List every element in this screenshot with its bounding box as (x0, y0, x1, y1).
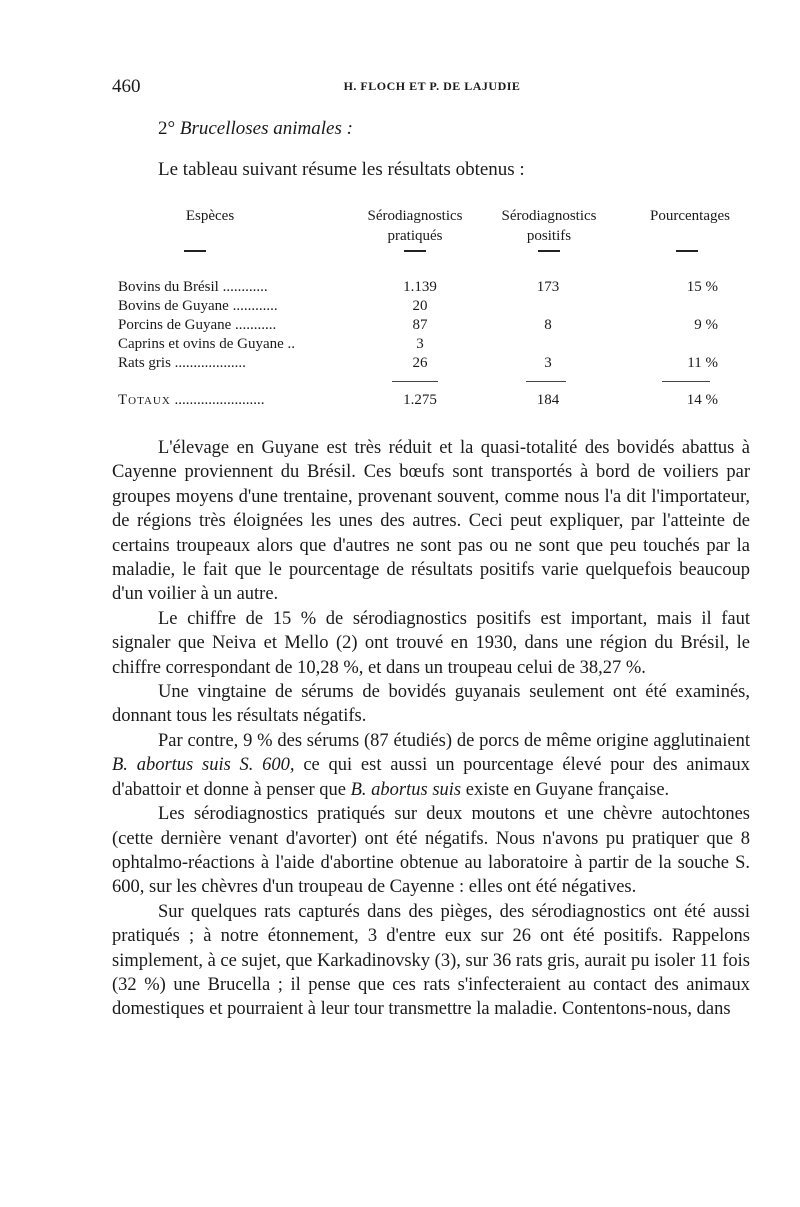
header-line: positifs (526, 228, 572, 244)
text-run: existe en Guyane française. (461, 779, 670, 800)
header-dash (404, 250, 426, 252)
totals-dots: ........................ (170, 392, 265, 408)
row-label: Caprins et ovins de Guyane .. (118, 336, 296, 352)
page-header (112, 76, 752, 98)
section-heading (158, 118, 353, 140)
row-percent: 11 % (687, 355, 718, 371)
row-label: Bovins du Brésil ............ (118, 279, 268, 295)
sum-rule (662, 381, 710, 382)
totals-word: Totaux (118, 392, 171, 408)
header-line: Espèces (185, 208, 235, 224)
text-run: Par contre, 9 % des sérums (87 étudiés) de porcs de même origine agglutinaient (158, 730, 750, 751)
row-percent: 9 % (694, 317, 718, 333)
row-percent: 15 % (686, 279, 718, 295)
header-positive (484, 206, 614, 246)
row-label: Porcins de Guyane ........... (118, 317, 277, 333)
row-practiced: 1.139 (403, 279, 437, 295)
table-row (118, 355, 718, 375)
paragraph: Les sérodiagnostics pratiqués sur deux moutons et une chèvre autochtones (cette dernière venant d'avorter) ont été négatifs. Nous n'avons pu pratiquer que 8 ophtalmo-réactions à l'aide d'abortine obtenue au laboratoire à partir de la souche S. 600, sur les chèvres d'un troupeau de Cayenne : elles ont été négatives. (112, 804, 750, 898)
row-practiced: 20 (412, 298, 428, 314)
paragraph: Une vingtaine de sérums de bovidés guyanais seulement ont été examinés, donnant tous les résultats négatifs. (112, 682, 750, 727)
section-title: Brucelloses animales : (179, 118, 353, 139)
header-dash (676, 250, 698, 252)
paragraph (112, 729, 750, 802)
sum-rule (526, 381, 566, 382)
row-label: Bovins de Guyane ............ (118, 298, 278, 314)
body-text (112, 436, 750, 1022)
table-row (118, 298, 718, 318)
row-positive: 3 (544, 355, 552, 371)
row-practiced: 3 (416, 336, 424, 352)
page-number: 460 (112, 76, 141, 97)
header-line: Sérodiagnostics (367, 208, 463, 224)
species-name: B. abortus suis (350, 779, 462, 800)
totals-label (118, 392, 265, 409)
text-run: ce qui est aussi un pourcentage élevé pour des animaux d'abattoir et donne à penser que (112, 755, 750, 800)
header-line: Pourcentages (650, 208, 730, 224)
totals-percent: 14 % (686, 392, 718, 408)
header-dash (184, 250, 206, 252)
header-practiced (350, 206, 480, 246)
table-row (118, 317, 718, 337)
paragraph: Sur quelques rats capturés dans des pièges, des sérodiagnostics ont été aussi pratiqués ; à notre étonnement, 3 d'entre eux sur 26 ont été positifs. Rappelons simplement, à ce sujet, que Karkadinovsky (3), sur 36 rats gris, aurait pu isoler 11 fois (32 %) une Brucella ; il pense que ces rats s'infecteraient au contact des animaux domestiques et pourraient à leur tour transmettre la maladie. Contentons-nous, dans (112, 901, 750, 1020)
paragraph: L'élevage en Guyane est très réduit et la quasi-totalité des bovidés abattus à Cayenne proviennent du Brésil. Ces bœufs sont transportés à bord de voiliers par groupes moyens d'une trentaine, provenant souvent, comme nous l'a dit l'importateur, de régions très éloignées les unes des autres. Ceci peut expliquer, par l'atteinte de certains troupeaux alors que d'autres ne sont pas ou ne sont que peu touchés par la maladie, le fait que le pourcentage de résultats positifs varie quelquefois beaucoup d'un voilier à un autre. (112, 438, 750, 605)
running-title: H. FLOCH ET P. DE LAJUDIE (343, 79, 521, 93)
table-row (118, 336, 718, 356)
header-dash (538, 250, 560, 252)
totals-practiced: 1.275 (403, 392, 437, 408)
totals-row (118, 392, 718, 412)
species-name: B. abortus suis S. 600, (112, 755, 295, 776)
intro-sentence: Le tableau suivant résume les résultats obtenus : (158, 159, 525, 180)
row-positive: 8 (544, 317, 552, 333)
section-number: 2° (158, 118, 176, 139)
sum-rule (392, 381, 438, 382)
header-percent (630, 206, 750, 226)
totals-positive: 184 (536, 392, 560, 408)
table-row (118, 279, 718, 299)
header-species (160, 206, 260, 226)
row-practiced: 26 (412, 355, 428, 371)
row-label: Rats gris ................... (118, 355, 246, 371)
header-line: Sérodiagnostics (501, 208, 597, 224)
header-line: pratiqués (387, 228, 443, 244)
row-positive: 173 (536, 279, 560, 295)
row-practiced: 87 (412, 317, 428, 333)
paragraph: Le chiffre de 15 % de sérodiagnostics positifs est important, mais il faut signaler que Neiva et Mello (2) ont trouvé en 1930, dans une région du Brésil, le chiffre correspondant de 10,28 %, et dans un troupeau celui de 38,27 %. (112, 608, 750, 678)
